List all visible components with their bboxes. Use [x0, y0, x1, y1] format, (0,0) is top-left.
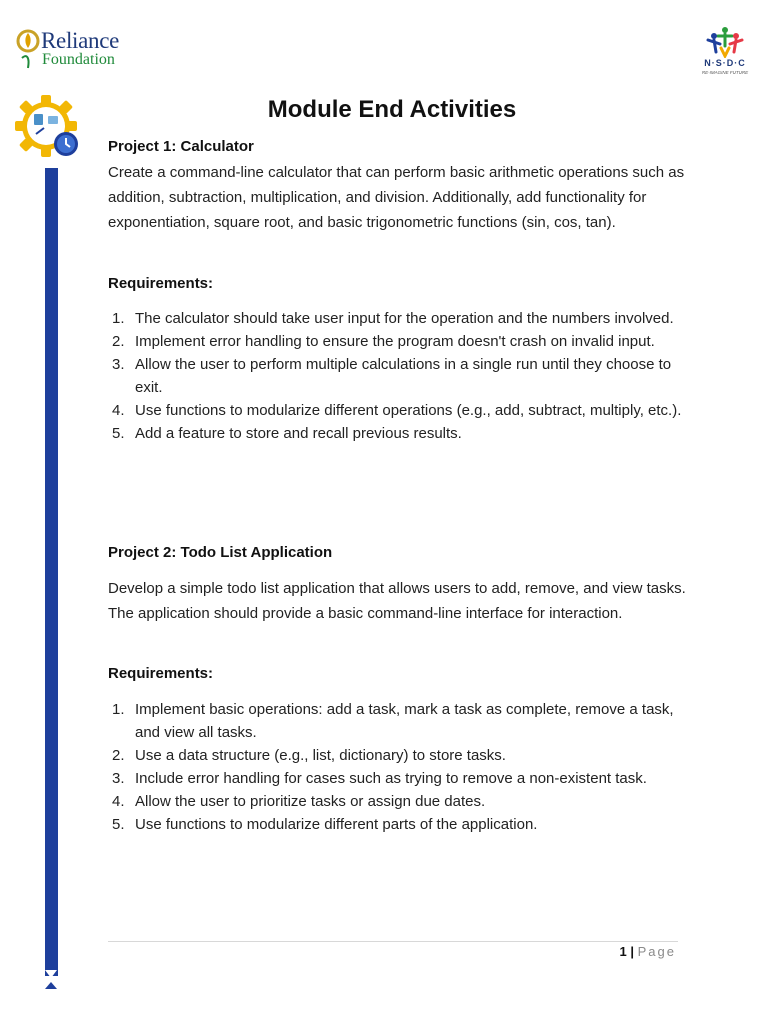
left-accent-bar — [45, 168, 58, 976]
project2-heading: Project 2: Todo List Application — [108, 544, 333, 561]
nsdc-name: N·S·D·C — [704, 58, 746, 68]
reliance-sub: Foundation — [42, 51, 115, 68]
list-item: 5. Add a feature to store and recall previous results. — [112, 425, 462, 442]
list-item: 4. Use functions to modularize different operations (e.g., add, subtract, multiply, etc.). — [112, 402, 682, 419]
list-item: 3. Include error handling for cases such as trying to remove a non-existent task. — [112, 770, 647, 787]
project1-description: Create a command-line calculator that can perform basic arithmetic operations such as addition, subtraction, multiplication, and division. Additionally, add functionality for exponentiation, square root, and basic trigonometric functions (sin, cos, tan). — [108, 164, 685, 231]
reliance-name: Reliance — [41, 28, 120, 53]
list-item: 4. Allow the user to prioritize tasks or assign due dates. — [112, 793, 486, 810]
project2-description: Develop a simple todo list application that allows users to add, remove, and view tasks. The application should provide a basic command-line interface for interaction. — [108, 580, 686, 622]
page-number: 1 — [619, 944, 627, 959]
reliance-foundation-logo — [16, 28, 146, 74]
gear-clock-icon — [14, 92, 84, 162]
nsdc-logo — [694, 24, 756, 80]
list-item: 5. Use functions to modularize different parts of the application. — [112, 816, 538, 833]
reliance-flame-icon — [16, 28, 40, 70]
nsdc-tagline: RE-IMAGINE FUTURE — [701, 70, 749, 75]
list-item: 1. The calculator should take user input for the operation and the numbers involved. — [112, 310, 674, 327]
bar-notch — [45, 970, 57, 978]
list-item: 3. Allow the user to perform multiple calculations in a single run until they choose to exit. — [112, 356, 672, 396]
project1-requirements-heading: Requirements: — [108, 275, 214, 292]
bar-arrow-icon — [45, 982, 57, 989]
list-item: 2. Implement error handling to ensure the program doesn't crash on invalid input. — [112, 333, 655, 350]
page-title: Module End Activities — [267, 96, 517, 123]
page-label: Page — [637, 944, 676, 959]
list-item: 2. Use a data structure (e.g., list, dictionary) to store tasks. — [112, 747, 506, 764]
project1-requirements-list — [108, 307, 686, 445]
list-item: 1. Implement basic operations: add a task, mark a task as complete, remove a task, and view all tasks. — [112, 701, 674, 741]
page-separator: | — [630, 944, 634, 959]
project1-heading: Project 1: Calculator — [108, 138, 254, 155]
project2-requirements-heading: Requirements: — [108, 665, 214, 682]
footer-divider — [108, 941, 678, 942]
project2-requirements-list — [108, 698, 686, 836]
nsdc-people-icon — [694, 24, 756, 58]
page-footer — [560, 944, 676, 959]
